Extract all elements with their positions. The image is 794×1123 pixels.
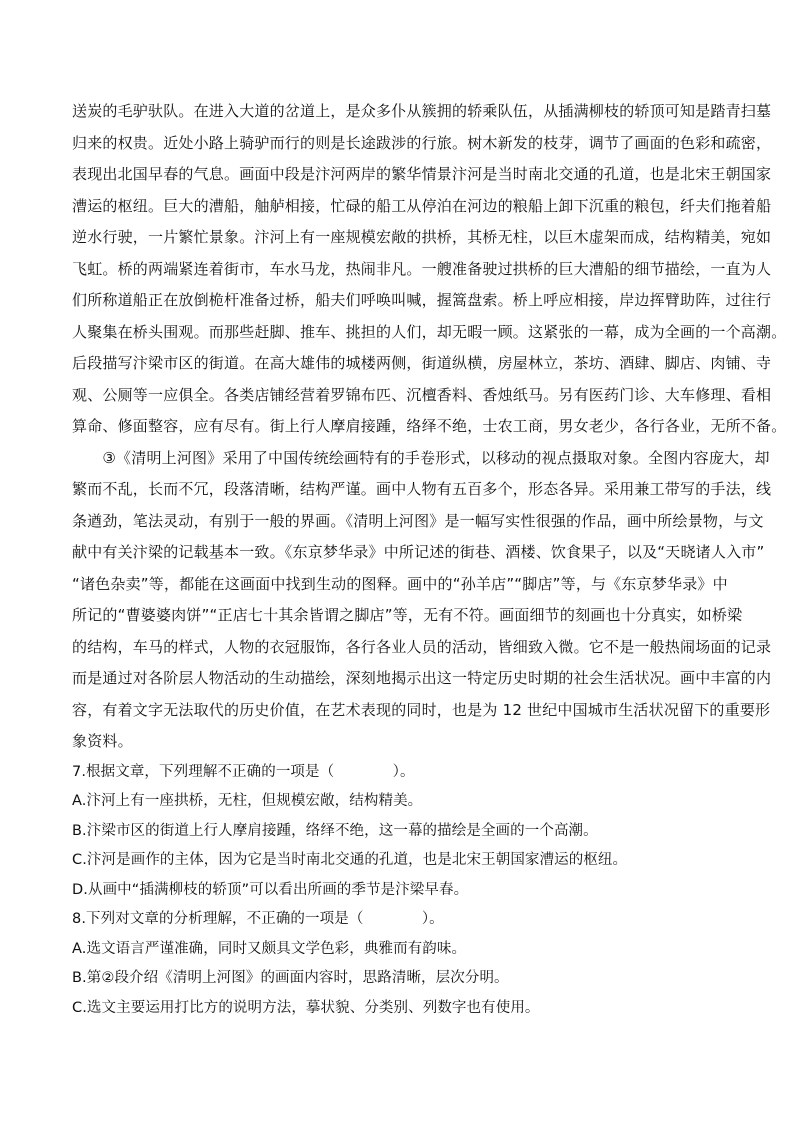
answer-option: B.汴梁市区的街道上行人摩肩接踵，络绎不绝，这一幕的描绘是全画的一个高潮。 [72,822,598,839]
text-line: 算命、修面整容，应有尽有。街上行人摩肩接踵，络绎不绝，士农工商，男女老少，各行各业，无所不备。 [72,417,787,435]
answer-option: A.汴河上有一座拱桥，无柱，但规模宏敞，结构精美。 [72,793,423,809]
text-line: 繁而不乱，长而不冗，段落清晰，结构严谨。画中人物有五百多个，形态各异。采用兼工带写的手法，线 [72,480,772,498]
text-line: 飞虹。桥的两端紧连着街市，车水马龙，热闹非凡。一艘准备驶过拱桥的巨大漕船的细节描绘，一直为人 [72,259,772,278]
text-line: 所记的“曹婆婆肉饼”“正店七十其余皆谓之脚店”等，无有不符。画面细节的刻画也十分真实，如桥梁 [72,606,743,624]
text-line: 归来的权贵。近处小路上骑驴而行的则是长途跋涉的行旅。树木新发的枝芽，调节了画面的色彩和疏密， [72,133,772,152]
text-line: 献中有关汴梁的记载基本一致。《东京梦华录》中所记述的街巷、酒楼、饮食果子，以及“天晓诸人入市” [72,543,765,561]
text-line: 表现出北国早春的气息。画面中段是汴河两岸的繁华情景汴河是当时南北交通的孔道，也是北宋王朝国家 [72,165,772,183]
document-page [72,96,787,1023]
text-line: 象资料。 [72,732,133,750]
text-line: 人聚集在桥头围观。而那些赶脚、推车、挑担的人们，却无暇一顾。这紧张的一幕，成为全画的一个高潮。 [72,322,787,341]
question-stem: 8.下列对文章的分析理解，不正确的一项是（ ）。 [72,911,444,927]
question-stem: 7.根据文章，下列理解不正确的一项是（ ）。 [72,763,415,780]
text-line: 送炭的毛驴驮队。在进入大道的岔道上，是众多仆从簇拥的轿乘队伍，从插满柳枝的轿顶可知是踏青扫墓 [72,102,772,120]
paragraph-2 [72,96,787,443]
question-8 [72,905,722,1023]
text-line: 后段描写汴梁市区的街道。在高大雄伟的城楼两侧，街道纵横，房屋林立，茶坊、酒肆、脚店、肉铺、寺 [72,354,772,372]
question-7 [72,758,722,906]
answer-option: A.选文语言严谨准确，同时又颇具文学色彩，典雅而有韵味。 [72,940,467,957]
text-line: 而是通过对各阶层人物活动的生动描绘，深刻地揭示出这一特定历史时期的社会生活状况。画中丰富的内 [72,669,772,687]
text-line: “诸色杂卖”等，都能在这画面中找到生动的图释。画中的“孙羊店”“脚店”等，与《东京梦华录》中 [72,574,728,593]
text-line: ③《清明上河图》采用了中国传统绘画特有的手卷形式，以移动的视点摄取对象。全图内容庞大，却 [72,448,770,467]
text-line: 的结构，车马的样式，人物的衣冠服饰，各行各业人员的活动，皆细致入微。它不是一般热闹场面的记录 [72,637,772,656]
paragraph-3 [72,443,772,758]
text-line: 逆水行驶，一片繁忙景象。汴河上有一座规模宏敞的拱桥，其桥无柱，以巨木虚架而成，结构精美，宛如 [72,228,772,246]
answer-option: B.第②段介绍《清明上河图》的画面内容时，思路清晰，层次分明。 [72,970,509,986]
text-line: 观、公厕等一应俱全。各类店铺经营着罗锦布匹、沉檀香料、香烛纸马。另有医药门诊、大车修理、看相 [72,385,772,404]
text-line: 容，有着文字无法取代的历史价值，在艺术表现的同时，也是为 12 世纪中国城市生活状况留下的重要形 [72,700,771,719]
text-line: 条遒劲，笔法灵动，有别于一般的界画。《清明上河图》是一幅写实性很强的作品，画中所绘景物，与文 [72,511,764,530]
answer-option: D.从画中“插满柳枝的轿顶”可以看出所画的季节是汴梁早春。 [72,881,469,898]
text-line: 们所称道船正在放倒桅杆准备过桥，船夫们呼唤叫喊，握篙盘索。桥上呼应相接，岸边挥臂助阵，过往行 [72,291,772,309]
answer-option: C.选文主要运用打比方的说明方法，摹状貌、分类别、列数字也有使用。 [72,999,540,1016]
text-line: 漕运的枢纽。巨大的漕船，舳舻相接，忙碌的船工从停泊在河边的粮船上卸下沉重的粮包，纤夫们拖着船 [72,196,772,215]
answer-option: C.汴河是画作的主体，因为它是当时南北交通的孔道，也是北宋王朝国家漕运的枢纽。 [72,852,628,868]
